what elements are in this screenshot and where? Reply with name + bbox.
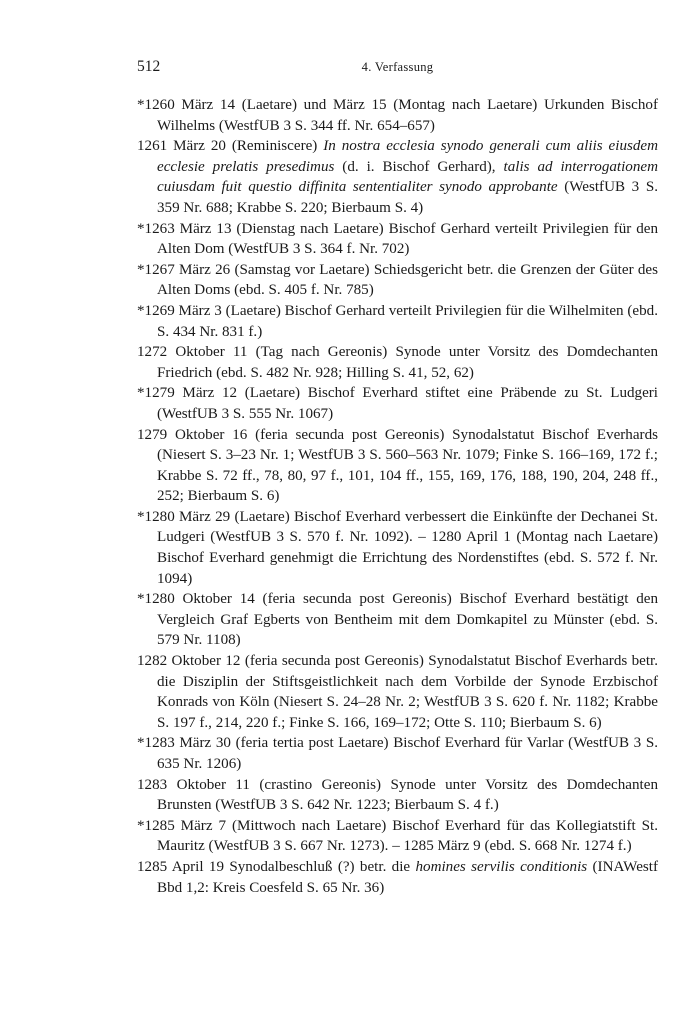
chronology-entry: *1280 März 29 (Laetare) Bischof Everhard verbessert die Einkünfte der Dechanei St. Ludgeri (WestfUB 3 S. 570 f. Nr. 1092). – 1280 April 1 (Montag nach Laetare) Bischof Everhard genehmigt die Errichtung des Nordenstiftes (ebd. S. 572 f. Nr. 1094): [137, 508, 658, 587]
chronology-entry: *1283 März 30 (feria tertia post Laetare) Bischof Everhard für Varlar (WestfUB 3 S. 635 Nr. 1206): [137, 735, 658, 772]
chronology-entry: 1279 Oktober 16 (feria secunda post Gereonis) Synodalstatut Bischof Everhards (Niesert S. 3–23 Nr. 1; WestfUB 3 S. 560–563 Nr. 1079; Finke S. 166–169, 172 f.; Krabbe S. 72 ff., 78, 80, 97 f., 101, 104 ff., 155, 169, 176, 188, 190, 204, 248 ff., 252; Bierbaum S. 6): [137, 426, 658, 505]
chronology-entry: 1283 Oktober 11 (crastino Gereonis) Synode unter Vorsitz des Domdechanten Brunsten (WestfUB 3 S. 642 Nr. 1223; Bierbaum S. 4 f.): [137, 776, 658, 814]
chronology-entry: *1285 März 7 (Mittwoch nach Laetare) Bischof Everhard für das Kollegiatstift St. Mauritz (WestfUB 3 S. 667 Nr. 1273). – 1285 März 9 (ebd. S. 668 Nr. 1274 f.): [137, 817, 658, 855]
page-header: [137, 58, 658, 78]
chronology-entry: *1263 März 13 (Dienstag nach Laetare) Bischof Gerhard verteilt Privilegien für den Alten Dom (WestfUB 3 S. 364 f. Nr. 702): [137, 220, 658, 258]
chronology-entry: *1260 März 14 (Laetare) und März 15 (Montag nach Laetare) Urkunden Bischof Wilhelms (WestfUB 3 S. 344 ff. Nr. 654–657): [137, 97, 658, 134]
chronology-list: [137, 95, 658, 898]
chronology-entry: *1280 Oktober 14 (feria secunda post Gereonis) Bischof Everhard bestätigt den Vergleich Graf Egberts von Bentheim mit dem Domkapitel zu Münster (ebd. S. 579 Nr. 1108): [137, 591, 658, 649]
chronology-entry: 1285 April 19 Synodalbeschluß (?) betr. die homines servilis conditionis (INAWestf Bbd 1,2: Kreis Coesfeld S. 65 Nr. 36): [137, 858, 658, 896]
chronology-entry: *1279 März 12 (Laetare) Bischof Everhard stiftet eine Präbende zu St. Ludgeri (WestfUB 3 S. 555 Nr. 1067): [137, 385, 658, 422]
chronology-entry: *1267 März 26 (Samstag vor Laetare) Schiedsgericht betr. die Grenzen der Güter des Alten Doms (ebd. S. 405 f. Nr. 785): [137, 261, 658, 299]
page-number: 512: [137, 58, 161, 75]
chronology-entry: 1272 Oktober 11 (Tag nach Gereonis) Synode unter Vorsitz des Domdechanten Friedrich (ebd. S. 482 Nr. 928; Hilling S. 41, 52, 62): [137, 344, 658, 381]
chronology-entry: 1261 März 20 (Reminiscere) In nostra ecclesia synodo generali cum aliis eiusdem ecclesie prelatis presedimus (d. i. Bischof Gerhard), talis ad interrogationem cuiusdam fuit questio diffinita sententialiter synodo approbante (WestfUB 3 S. 359 Nr. 688; Krabbe S. 220; Bierbaum S. 4): [137, 138, 659, 216]
running-head: 4. Verfassung: [361, 60, 434, 74]
chronology-entry: *1269 März 3 (Laetare) Bischof Gerhard verteilt Privilegien für die Wilhelmiten (ebd. S. 434 Nr. 831 f.): [137, 302, 658, 340]
chronology-entry: 1282 Oktober 12 (feria secunda post Gereonis) Synodalstatut Bischof Everhards betr. die Disziplin der Stiftsgeistlichkeit nach dem Vorbilde der Synode Erzbischof Konrads von Köln (Niesert S. 24–28 Nr. 2; WestfUB 3 S. 620 f. Nr. 1182; Krabbe S. 197 f., 214, 220 f.; Finke S. 166, 169–172; Otte S. 110; Bierbaum S. 6): [137, 653, 658, 731]
